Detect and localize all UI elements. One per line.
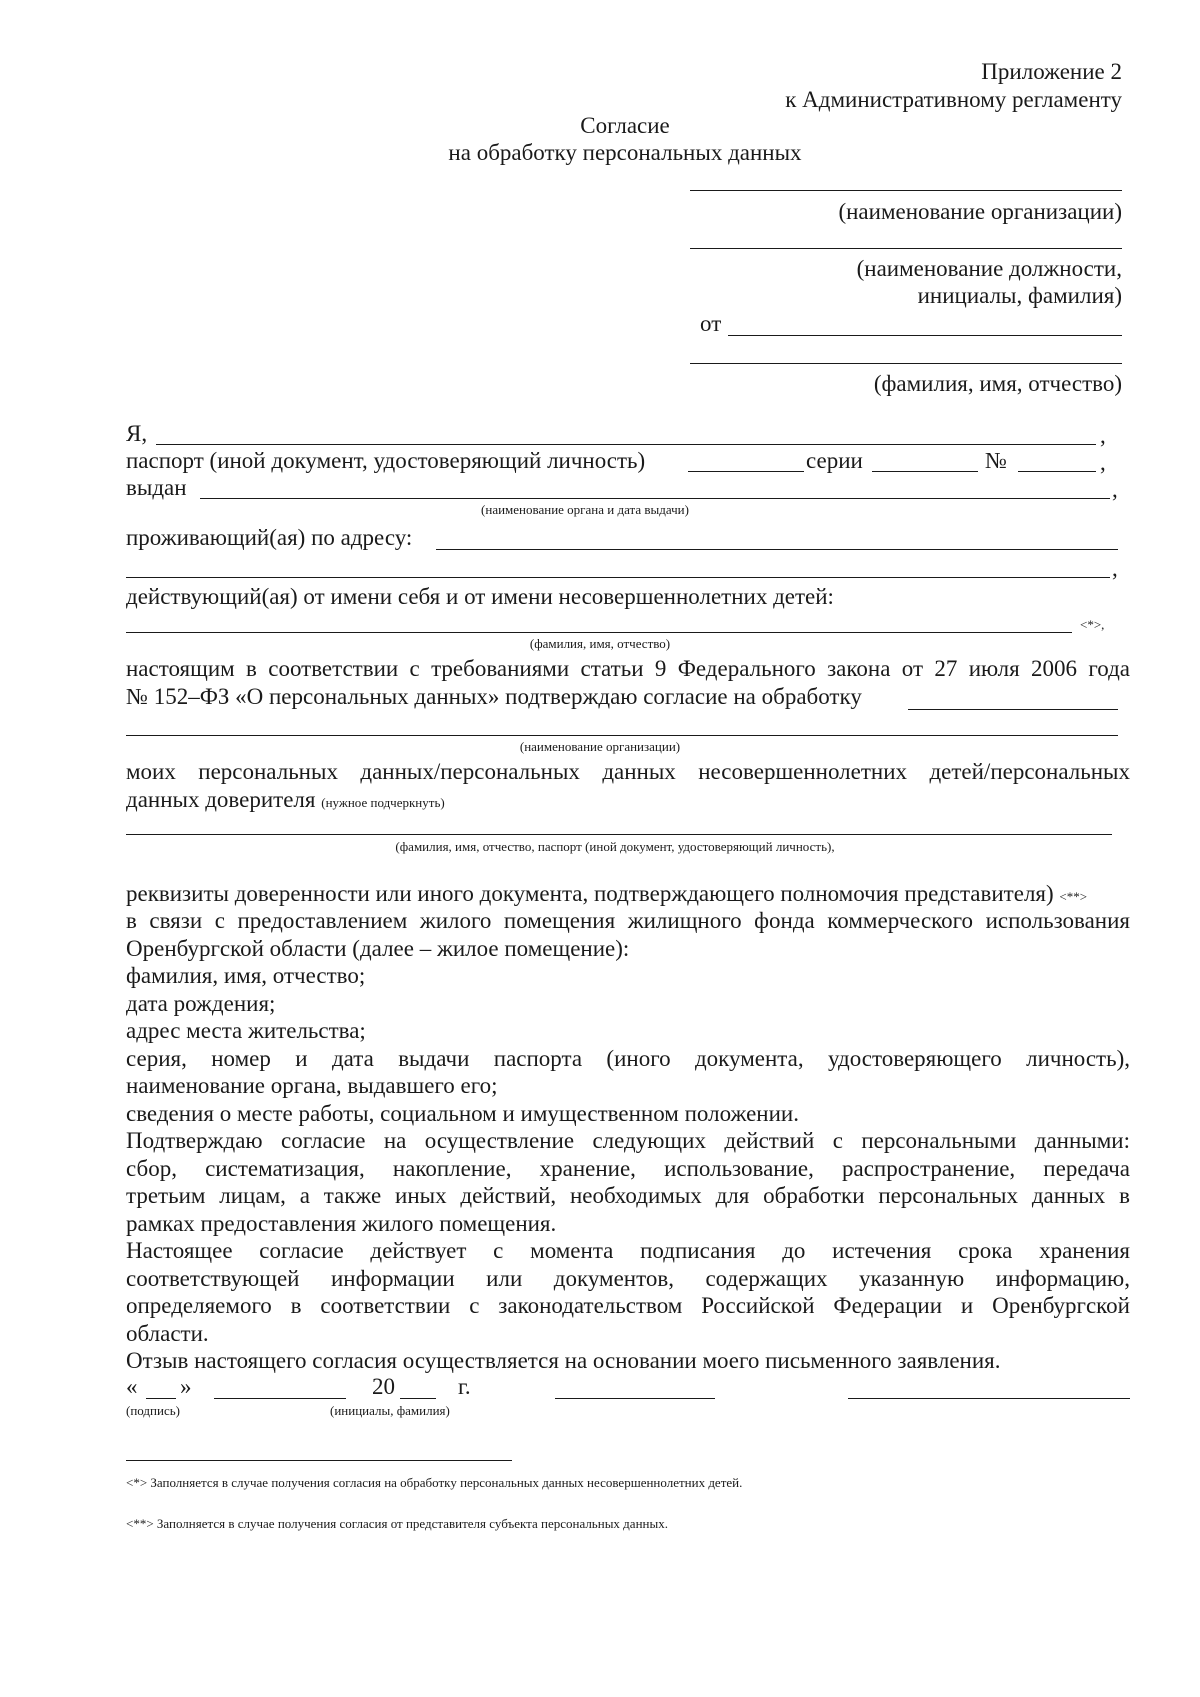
children-names-field[interactable] — [126, 632, 1072, 633]
list-item-work: сведения о месте работы, социальном и имущественном положении. — [126, 1100, 799, 1126]
trustee-field[interactable] — [126, 834, 1112, 835]
data-line-2-text: данных доверителя — [126, 787, 316, 812]
position-name-field[interactable] — [690, 248, 1122, 249]
document-title: Согласие — [580, 113, 670, 138]
year-suffix: г. — [458, 1374, 471, 1399]
p3-line-3: определяемого в соответствии с законодательством Российской Федерации и Оренбургской — [126, 1293, 1130, 1318]
comma: , — [1100, 423, 1106, 448]
p2-line-4: рамках предоставления жилого помещения. — [126, 1210, 557, 1236]
list-item-passport-line2: наименование органа, выдавшего его; — [126, 1073, 498, 1098]
org2-caption: (наименование организации) — [519, 739, 681, 754]
organization-caption: (наименование организации) — [838, 199, 1122, 224]
data-line-2 — [126, 786, 445, 816]
from-name-field[interactable] — [728, 335, 1122, 336]
list-item-fio: фамилия, имя, отчество; — [126, 963, 366, 988]
fio-caption: (фамилия, имя, отчество) — [873, 371, 1122, 396]
p3-line-1: Настоящее согласие действует с момента подписания до истечения срока хранения — [126, 1238, 1130, 1263]
date-month-field[interactable] — [214, 1398, 346, 1399]
p2-line-3: третьим лицам, а также иных действий, необходимых для обработки персональных данных в — [126, 1183, 1130, 1208]
processing-org-field-2[interactable] — [126, 735, 1118, 736]
footnote-1: <*> Заполняется в случае получения согласия на обработку персональных данных несовершеннолетних детей. — [126, 1475, 743, 1490]
body-paragraphs — [126, 907, 1130, 1375]
address-field[interactable] — [436, 549, 1118, 550]
position-caption-line2: инициалы, фамилия) — [917, 283, 1122, 308]
law-line-2: № 152–ФЗ «О персональных данных» подтверждаю согласие на обработку — [126, 684, 862, 709]
signature-field[interactable] — [555, 1398, 715, 1399]
initials-caption: (инициалы, фамилия) — [330, 1403, 450, 1418]
comma: , — [1112, 556, 1118, 581]
document-subtitle: на обработку персональных данных — [448, 140, 802, 165]
acting-label: действующий(ая) от имени себя и от имени несовершеннолетних детей: — [126, 584, 834, 609]
organization-name-field[interactable] — [690, 190, 1122, 191]
issued-label: выдан — [126, 475, 187, 500]
p3-line-4: области. — [126, 1320, 209, 1346]
footnote-separator — [126, 1460, 512, 1461]
full-name-field[interactable] — [156, 444, 1096, 445]
address-field-2[interactable] — [126, 577, 1110, 578]
law-reference-paragraph — [126, 655, 1130, 683]
processing-org-field[interactable] — [908, 709, 1118, 710]
p1-line-3: Оренбургской области (далее – жилое помещение): — [126, 935, 630, 961]
trustee-caption: (фамилия, имя, отчество, паспорт (иной документ, удостоверяющий личность), — [395, 839, 835, 854]
p2-line-1: Подтверждаю согласие на осуществление следующих действий с персональными данными: — [126, 1128, 1130, 1153]
number-field[interactable] — [1018, 471, 1096, 472]
children-caption: (фамилия, имя, отчество) — [529, 636, 671, 651]
p1-line-1 — [126, 880, 1087, 910]
representative-footnote-marker: <**> — [1059, 889, 1088, 904]
p1-line-2: в связи с предоставлением жилого помещения жилищного фонда коммерческого использования — [126, 908, 1130, 933]
p4: Отзыв настоящего согласия осуществляется на основании моего письменного заявления. — [126, 1348, 1001, 1373]
appendix-number: Приложение 2 — [981, 59, 1122, 84]
footnote-2: <**> Заполняется в случае получения согласия от представителя субъекта персональных данных. — [126, 1516, 668, 1531]
from-name-field-2[interactable] — [690, 363, 1122, 364]
passport-field[interactable] — [688, 471, 804, 472]
issued-caption: (наименование органа и дата выдачи) — [481, 502, 689, 517]
p2-line-2: сбор, систематизация, накопление, хранение, использование, распространение, передача — [126, 1155, 1130, 1181]
series-label: серии — [806, 448, 863, 473]
from-label: от — [700, 311, 722, 336]
list-item-address: адрес места жительства; — [126, 1018, 366, 1043]
appendix-reference: к Административному регламенту — [785, 87, 1122, 112]
residing-label: проживающий(ая) по адресу: — [126, 525, 413, 550]
data-line-1: моих персональных данных/персональных данных несовершеннолетних детей/персональных — [126, 759, 1130, 784]
series-field[interactable] — [872, 471, 978, 472]
i-label: Я, — [126, 421, 148, 446]
list-item-birthdate: дата рождения; — [126, 990, 276, 1016]
data-type-paragraph — [126, 758, 1130, 786]
children-footnote-marker: <*>, — [1080, 617, 1105, 632]
p3-line-2: соответствующей информации или документов, содержащих указанную информацию, — [126, 1265, 1130, 1291]
signature-caption: (подпись) — [126, 1403, 180, 1418]
passport-label: паспорт (иной документ, удостоверяющий личность) — [126, 448, 646, 473]
date-quote-close: » — [180, 1374, 192, 1399]
position-caption-line1: (наименование должности, — [856, 256, 1122, 281]
list-item-passport-line1: серия, номер и дата выдачи паспорта (иного документа, удостоверяющего личность), — [126, 1045, 1130, 1071]
initials-field[interactable] — [848, 1398, 1130, 1399]
p1-line-1-text: реквизиты доверенности или иного документа, подтверждающего полномочия представителя) — [126, 881, 1054, 906]
comma: , — [1100, 450, 1106, 475]
issued-by-field[interactable] — [200, 498, 1110, 499]
date-quote-open: « — [126, 1374, 138, 1399]
year-prefix: 20 — [372, 1374, 395, 1399]
year-field[interactable] — [400, 1398, 436, 1399]
number-label: № — [985, 448, 1007, 473]
comma: , — [1112, 477, 1118, 502]
underline-note: (нужное подчеркнуть) — [321, 795, 445, 810]
date-day-field[interactable] — [146, 1398, 176, 1399]
law-line-1: настоящим в соответствии с требованиями статьи 9 Федерального закона от 27 июля 2006 года — [126, 656, 1130, 681]
